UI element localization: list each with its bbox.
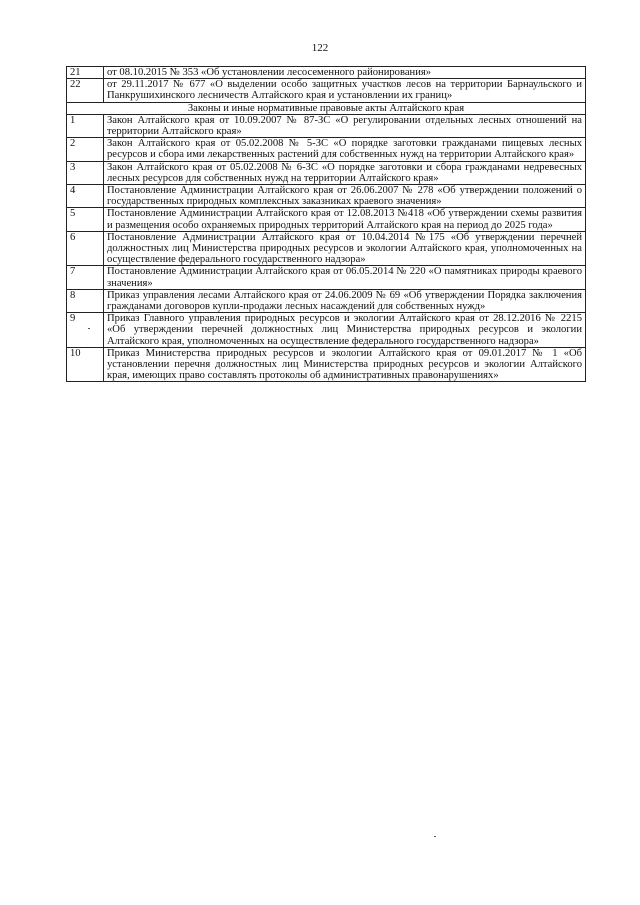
table-row bbox=[67, 138, 586, 161]
scan-artifact bbox=[434, 836, 436, 837]
row-number: 5 bbox=[67, 208, 104, 231]
table-row bbox=[67, 114, 586, 137]
row-number: 8 bbox=[67, 289, 104, 312]
section-heading: Законы и иные нормативные правовые акты Алтайского края bbox=[67, 102, 586, 114]
row-text: Закон Алтайского края от 05.02.2008 № 5-ЗС «О порядке заготовки гражданами пищевых лесных ресурсов и сбора ими лекарственных растений для собственных нужд на территории Алтайского края» bbox=[104, 138, 586, 161]
table-row bbox=[67, 266, 586, 289]
row-text: Постановление Администрации Алтайского края от 06.05.2014 № 220 «О памятниках природы краевого значения» bbox=[104, 266, 586, 289]
table-row bbox=[67, 231, 586, 266]
row-text: Закон Алтайского края от 05.02.2008 № 6-ЗС «О порядке заготовки и сбора гражданами недревесных лесных ресурсов для собственных нужд на территории Алтайского края» bbox=[104, 161, 586, 184]
table-row bbox=[67, 208, 586, 231]
row-number: 9 bbox=[67, 313, 104, 348]
table-row bbox=[67, 67, 586, 79]
row-number: 6 bbox=[67, 231, 104, 266]
table-row bbox=[67, 347, 586, 382]
legal-acts-table bbox=[66, 66, 586, 382]
row-number: 3 bbox=[67, 161, 104, 184]
table-row bbox=[67, 185, 586, 208]
row-number: 1 bbox=[67, 114, 104, 137]
scan-artifact bbox=[88, 328, 90, 329]
row-number: 22 bbox=[67, 79, 104, 102]
row-number: 7 bbox=[67, 266, 104, 289]
row-text: от 08.10.2015 № 353 «Об установлении лесосеменного районирования» bbox=[104, 67, 586, 79]
section-heading-row bbox=[67, 102, 586, 114]
row-text: Постановление Администрации Алтайского края от 26.06.2007 № 278 «Об утверждении положений о государственных природных комплексных заказниках краевого значения» bbox=[104, 185, 586, 208]
table-row bbox=[67, 79, 586, 102]
table-row bbox=[67, 161, 586, 184]
row-number: 4 bbox=[67, 185, 104, 208]
row-text: Приказ Главного управления природных ресурсов и экологии Алтайского края от 28.12.2016 № 2215 «Об утверждении перечней должностных лиц Министерства природных ресурсов и экологии Алтайского края, уполномоченных на осуществление федерального государственного надзора» bbox=[104, 313, 586, 348]
row-text: Приказ управления лесами Алтайского края от 24.06.2009 № 69 «Об утверждении Порядка заключения гражданами договоров купли-продажи лесных насаждений для собственных нужд» bbox=[104, 289, 586, 312]
table-row bbox=[67, 313, 586, 348]
row-number: 10 bbox=[67, 347, 104, 382]
row-number: 21 bbox=[67, 67, 104, 79]
table-row bbox=[67, 289, 586, 312]
row-text: Приказ Министерства природных ресурсов и экологии Алтайского края от 09.01.2017 № 1 «Об установлении перечня должностных лиц Министерства природных ресурсов и экологии Алтайского края, имеющих право составлять протоколы об административных правонарушениях» bbox=[104, 347, 586, 382]
row-text: Постановление Администрации Алтайского края от 12.08.2013 №418 «Об утверждении схемы развития и размещения особо охраняемых природных территорий Алтайского края на период до 2025 года» bbox=[104, 208, 586, 231]
row-text: Постановление Администрации Алтайского края от 10.04.2014 №175 «Об утверждении перечней должностных лиц Министерства природных ресурсов и экологии Алтайского края, уполномоченных на осуществление федерального государственного надзора» bbox=[104, 231, 586, 266]
row-number: 2 bbox=[67, 138, 104, 161]
page-number: 122 bbox=[311, 42, 329, 54]
row-text: Закон Алтайского края от 10.09.2007 № 87-ЗС «О регулировании отдельных лесных отношений на территории Алтайского края» bbox=[104, 114, 586, 137]
row-text: от 29.11.2017 № 677 «О выделении особо защитных участков лесов на территории Барнаульского и Панкрушихинского лесничеств Алтайского края и установлении их границ» bbox=[104, 79, 586, 102]
